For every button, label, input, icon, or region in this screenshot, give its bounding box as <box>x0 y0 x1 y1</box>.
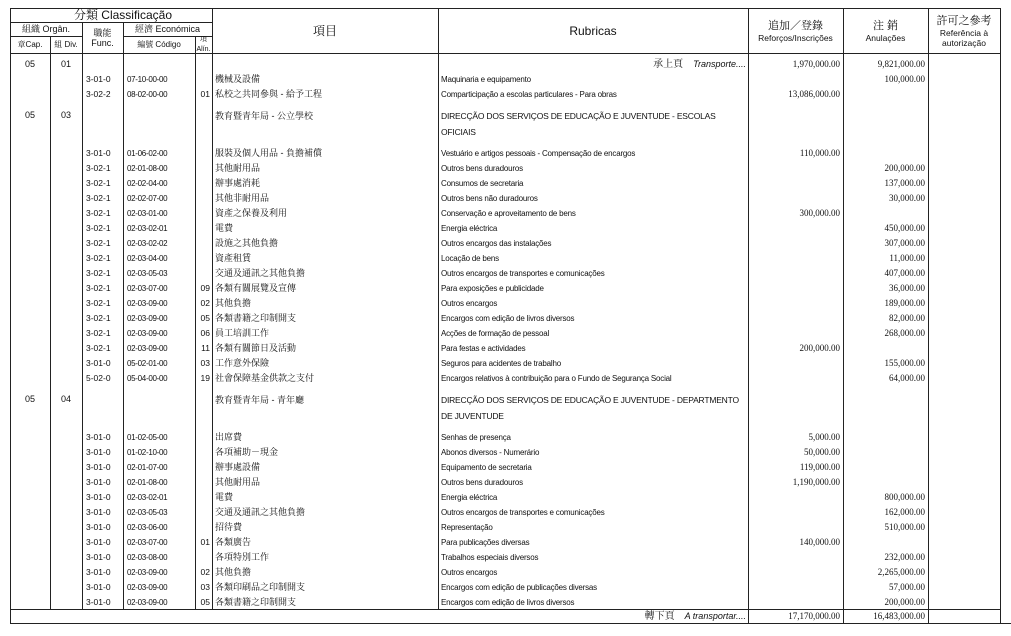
carry-in-label-pt: Transporte.... <box>693 59 746 69</box>
codigo-cell: 02-03-09-00 <box>127 598 168 607</box>
item-zh-cell: 其他非耐用品 <box>215 193 270 203</box>
func-cell: 3-02-1 <box>86 178 111 188</box>
table-row <box>0 191 1011 206</box>
carry-out-row <box>0 609 1011 623</box>
table-row <box>0 371 1011 386</box>
item-zh-cell: 其他負擔 <box>215 298 252 308</box>
rubrica-cell: Senhas de presença <box>441 433 511 442</box>
item-zh-cell: 教育暨青年局 - 青年廳 <box>215 395 304 405</box>
rubrica-cell: Outros encargos <box>441 299 498 308</box>
anulacoes-cell: 36,000.00 <box>889 283 925 293</box>
func-cell: 3-01-0 <box>86 567 111 577</box>
reforcos-cell: 300,000.00 <box>799 208 840 218</box>
item-zh-cell: 其他耐用品 <box>215 477 261 487</box>
codigo-cell: 01-02-05-00 <box>127 433 168 442</box>
item-zh-cell: 私校之共同參與 - 給予工程 <box>215 89 322 99</box>
rubrica-cell: Encargos com edição de publicações diversas <box>441 583 597 592</box>
table-row <box>0 266 1011 281</box>
table-row <box>0 430 1011 445</box>
item-zh-cell: 招待費 <box>215 522 243 532</box>
item-zh-cell: 社會保障基金供款之支付 <box>215 373 315 383</box>
item-zh-cell: 工作意外保險 <box>215 358 270 368</box>
codigo-cell: 01-02-10-00 <box>127 448 168 457</box>
header-referencia-zh: 許可之參考 <box>936 14 992 27</box>
anulacoes-cell: 2,265,000.00 <box>877 567 925 577</box>
reforcos-cell: 140,000.00 <box>799 537 840 547</box>
anulacoes-cell: 100,000.00 <box>884 74 925 84</box>
rubrica-cell: Outros encargos de transportes e comunicações <box>441 508 605 517</box>
table-row <box>0 251 1011 266</box>
anulacoes-cell: 137,000.00 <box>884 178 925 188</box>
header-economica: 經濟 Económica <box>134 24 201 34</box>
div-cell: 04 <box>60 394 71 404</box>
alin-cell: 01 <box>200 537 210 547</box>
table-row <box>0 460 1011 475</box>
codigo-cell: 01-06-02-00 <box>127 149 168 158</box>
table-row <box>0 72 1011 87</box>
func-cell: 3-02-1 <box>86 208 111 218</box>
item-zh-cell: 辦事處消耗 <box>215 178 261 188</box>
rubrica-cell: Abonos diversos - Numerário <box>441 448 540 457</box>
alin-cell: 09 <box>200 283 210 293</box>
table-row <box>0 87 1011 102</box>
codigo-cell: 02-03-09-00 <box>127 344 168 353</box>
rubrica-cell: Outros encargos de transportes e comunicações <box>441 269 605 278</box>
func-cell: 3-02-1 <box>86 193 111 203</box>
func-cell: 3-01-0 <box>86 358 111 368</box>
codigo-cell: 02-03-02-01 <box>127 493 168 502</box>
header-div: 組 Div. <box>54 39 78 49</box>
table-row <box>0 221 1011 236</box>
anulacoes-cell: 11,000.00 <box>889 253 925 263</box>
anulacoes-cell: 307,000.00 <box>884 238 925 248</box>
header-anulacoes-pt: Anulações <box>865 32 906 43</box>
table-row <box>0 236 1011 251</box>
anulacoes-cell: 407,000.00 <box>884 268 925 278</box>
codigo-cell: 05-02-01-00 <box>127 359 168 368</box>
func-cell: 3-01-0 <box>86 522 111 532</box>
func-cell: 3-01-0 <box>86 597 111 607</box>
anulacoes-cell: 268,000.00 <box>884 328 925 338</box>
alin-cell: 01 <box>200 89 210 99</box>
func-cell: 3-02-1 <box>86 223 111 233</box>
func-cell: 3-01-0 <box>86 507 111 517</box>
alin-cell: 06 <box>200 328 210 338</box>
header-anulacoes <box>843 8 928 53</box>
item-zh-cell: 各類廣告 <box>215 537 252 547</box>
rubrica-cell: Energia eléctrica <box>441 224 498 233</box>
rubrica-cell: Representação <box>441 523 493 532</box>
rubrica-cell: Consumos de secretaria <box>441 179 524 188</box>
table-row <box>0 206 1011 221</box>
anulacoes-cell: 510,000.00 <box>884 522 925 532</box>
table-rows <box>0 57 1011 610</box>
func-cell: 3-02-1 <box>86 328 111 338</box>
reforcos-cell: 13,086,000.00 <box>788 89 840 99</box>
section-row <box>0 392 1011 430</box>
item-zh-cell: 交通及通訊之其他負擔 <box>215 268 306 278</box>
anulacoes-cell: 450,000.00 <box>884 223 925 233</box>
codigo-cell: 08-02-00-00 <box>127 90 168 99</box>
codigo-cell: 02-03-05-03 <box>127 508 168 517</box>
codigo-cell: 02-01-08-00 <box>127 164 168 173</box>
carry-out-label-pt: A transportar.... <box>684 611 746 621</box>
func-cell: 5-02-0 <box>86 373 111 383</box>
item-zh-cell: 交通及通訊之其他負擔 <box>215 507 306 517</box>
header-anulacoes-zh: 注 銷 <box>872 19 899 32</box>
rubrica-cell: Encargos relativos à contribuição para o Fundo de Segurança Social <box>441 374 672 383</box>
func-cell: 3-02-2 <box>86 89 111 99</box>
rubrica-cell: Equipamento de secretaria <box>441 463 532 472</box>
func-cell: 3-02-1 <box>86 313 111 323</box>
func-cell: 3-02-1 <box>86 298 111 308</box>
header-referencia-pt: Referência à autorização <box>939 27 989 48</box>
table-row <box>0 550 1011 565</box>
codigo-cell: 02-03-07-00 <box>127 284 168 293</box>
anulacoes-cell: 57,000.00 <box>889 582 925 592</box>
anulacoes-cell: 82,000.00 <box>889 313 925 323</box>
rubrica-cell: Comparticipação a escolas particulares - Para obras <box>441 90 617 99</box>
func-cell: 3-01-0 <box>86 432 111 442</box>
anulacoes-cell: 200,000.00 <box>884 163 925 173</box>
codigo-cell: 02-03-09-00 <box>127 583 168 592</box>
item-zh-cell: 各類有關節日及活動 <box>215 343 297 353</box>
item-zh-cell: 機械及設備 <box>215 74 261 84</box>
table-row <box>0 475 1011 490</box>
carry-in-label-zh: 承上頁 <box>653 59 684 70</box>
header-cap: 章Cap. <box>17 39 43 49</box>
anulacoes-cell: 64,000.00 <box>889 373 925 383</box>
func-cell: 3-02-1 <box>86 238 111 248</box>
header-reforcos <box>748 8 843 53</box>
rubrica-cell: Acções de formação de pessoal <box>441 329 550 338</box>
carry-in-row <box>0 57 1011 72</box>
item-zh-cell: 各類書籍之印制開支 <box>215 597 297 607</box>
alin-cell: 03 <box>200 358 210 368</box>
table-row <box>0 341 1011 356</box>
codigo-cell: 02-03-05-03 <box>127 269 168 278</box>
rubrica-cell: Outros bens não duradouros <box>441 194 538 203</box>
item-zh-cell: 電費 <box>215 492 234 502</box>
codigo-cell: 02-03-06-00 <box>127 523 168 532</box>
item-zh-cell: 其他負擔 <box>215 567 252 577</box>
func-cell: 3-02-1 <box>86 343 111 353</box>
rubrica-cell: Maquinaria e equipamento <box>441 75 531 84</box>
alin-cell: 02 <box>200 298 210 308</box>
item-zh-cell: 教育暨青年局 - 公立學校 <box>215 111 313 121</box>
codigo-cell: 02-03-09-00 <box>127 568 168 577</box>
anulacoes-cell: 155,000.00 <box>884 358 925 368</box>
rubrica-cell: Outros bens duradouros <box>441 478 523 487</box>
table-row <box>0 445 1011 460</box>
func-cell: 3-01-0 <box>86 462 111 472</box>
rubrica-cell: Para festas e actividades <box>441 344 526 353</box>
func-cell: 3-01-0 <box>86 447 111 457</box>
item-zh-cell: 各類有關展覽及宣傳 <box>215 283 297 293</box>
table-row <box>0 311 1011 326</box>
table-row <box>0 580 1011 595</box>
func-cell: 3-01-0 <box>86 492 111 502</box>
table-body <box>0 53 1011 609</box>
item-zh-cell: 各項特別工作 <box>215 552 270 562</box>
table-row <box>0 565 1011 580</box>
anulacoes-cell: 30,000.00 <box>889 193 925 203</box>
rubrica-cell: Seguros para acidentes de trabalho <box>441 359 561 368</box>
header-classificacao: 分類 Classificação <box>73 8 172 22</box>
header-reforcos-zh: 追加／登錄 <box>768 19 823 32</box>
table-row <box>0 326 1011 341</box>
reforcos-total: 17,170,000.00 <box>788 611 840 621</box>
alin-cell: 03 <box>200 582 210 592</box>
table-row <box>0 161 1011 176</box>
codigo-cell: 02-01-08-00 <box>127 478 168 487</box>
item-zh-cell: 各類印刷品之印制開支 <box>215 582 306 592</box>
table-row <box>0 296 1011 311</box>
header-item-zh: 項目 <box>312 23 337 38</box>
reforcos-cell: 200,000.00 <box>799 343 840 353</box>
rubrica-cell: Energia eléctrica <box>441 493 498 502</box>
rubrica-cell: Outros encargos <box>441 568 498 577</box>
rubrica-cell: Para exposições e publicidade <box>441 284 544 293</box>
rubrica-cell: DIRECÇÃO DOS SERVIÇOS DE EDUCAÇÃO E JUVENTUDE - DEPARTMENTO DE JUVENTUDE <box>441 395 739 421</box>
item-zh-cell: 辦事處設備 <box>215 462 261 472</box>
rubrica-cell: Trabalhos especiais diversos <box>441 553 539 562</box>
codigo-cell: 02-01-07-00 <box>127 463 168 472</box>
table-row <box>0 520 1011 535</box>
alin-cell: 11 <box>201 343 210 353</box>
reforcos-cell: 1,970,000.00 <box>792 59 840 69</box>
codigo-cell: 02-03-04-00 <box>127 254 168 263</box>
anulacoes-cell: 9,821,000.00 <box>877 59 925 69</box>
anulacoes-total: 16,483,000.00 <box>873 611 925 621</box>
item-zh-cell: 服裝及個人用品 - 負擔補償 <box>215 148 322 158</box>
anulacoes-cell: 800,000.00 <box>884 492 925 502</box>
anulacoes-cell: 189,000.00 <box>884 298 925 308</box>
codigo-cell: 02-03-09-00 <box>127 299 168 308</box>
codigo-cell: 02-03-01-00 <box>127 209 168 218</box>
codigo-cell: 05-04-00-00 <box>127 374 168 383</box>
func-cell: 3-02-1 <box>86 253 111 263</box>
header-codigo: 編號 Código <box>137 39 181 49</box>
codigo-cell: 07-10-00-00 <box>127 75 168 84</box>
carry-out-label <box>438 609 746 624</box>
table-row <box>0 281 1011 296</box>
func-cell: 3-01-0 <box>86 148 111 158</box>
item-zh-cell: 資產之保養及利用 <box>215 208 288 218</box>
item-zh-cell: 出席費 <box>215 432 243 442</box>
codigo-cell: 02-02-07-00 <box>127 194 168 203</box>
func-cell: 3-02-1 <box>86 163 111 173</box>
table-row <box>0 146 1011 161</box>
anulacoes-cell: 200,000.00 <box>884 597 925 607</box>
header-alin: 項Alín. <box>196 36 211 53</box>
cap-cell: 05 <box>24 110 35 120</box>
cap-cell: 05 <box>24 59 35 69</box>
item-zh-cell: 其他耐用品 <box>215 163 261 173</box>
div-cell: 01 <box>60 59 71 69</box>
item-zh-cell: 電費 <box>215 223 234 233</box>
header-reforcos-pt: Reforços/Inscrições <box>758 32 833 43</box>
div-cell: 03 <box>60 110 71 120</box>
func-cell: 3-02-1 <box>86 268 111 278</box>
header-referencia <box>928 8 1000 53</box>
func-cell: 3-01-0 <box>86 74 111 84</box>
anulacoes-cell: 162,000.00 <box>884 507 925 517</box>
reforcos-cell: 110,000.00 <box>799 148 840 158</box>
codigo-cell: 02-03-08-00 <box>127 553 168 562</box>
func-cell: 3-01-0 <box>86 582 111 592</box>
codigo-cell: 02-03-07-00 <box>127 538 168 547</box>
func-cell: 3-01-0 <box>86 537 111 547</box>
rubrica-cell: Para publicações diversas <box>441 538 530 547</box>
item-zh-cell: 各項補助－現金 <box>215 447 279 457</box>
alin-cell: 19 <box>200 373 210 383</box>
func-cell: 3-02-1 <box>86 283 111 293</box>
table-row <box>0 176 1011 191</box>
rubrica-cell: Encargos com edição de livros diversos <box>441 314 575 323</box>
header-func: 職能 Func. <box>91 27 114 48</box>
table-row <box>0 490 1011 505</box>
codigo-cell: 02-03-09-00 <box>127 314 168 323</box>
cap-cell: 05 <box>24 394 35 404</box>
anulacoes-cell: 232,000.00 <box>884 552 925 562</box>
table-row <box>0 595 1011 610</box>
item-zh-cell: 各類書籍之印制開支 <box>215 313 297 323</box>
section-row <box>0 108 1011 146</box>
rubrica-cell: Outros bens duradouros <box>441 164 523 173</box>
rubrica-cell: Vestuário e artigos pessoais - Compensação de encargos <box>441 149 636 158</box>
reforcos-cell: 1,190,000.00 <box>792 477 840 487</box>
reforcos-cell: 5,000.00 <box>808 432 840 442</box>
alin-cell: 05 <box>200 597 210 607</box>
rubrica-cell: Conservação e aproveitamento de bens <box>441 209 576 218</box>
reforcos-cell: 50,000.00 <box>804 447 840 457</box>
carry-out-label-zh: 轉下頁 <box>644 611 675 622</box>
codigo-cell: 02-02-04-00 <box>127 179 168 188</box>
func-cell: 3-01-0 <box>86 552 111 562</box>
item-zh-cell: 設施之其他負擔 <box>215 238 279 248</box>
codigo-cell: 02-03-02-01 <box>127 224 168 233</box>
codigo-cell: 02-03-09-00 <box>127 329 168 338</box>
item-zh-cell: 資產租賃 <box>215 253 252 263</box>
rubrica-cell: Outros encargos das instalações <box>441 239 552 248</box>
header-organ: 組織 Orgân. <box>21 24 70 34</box>
rubrica-cell: DIRECÇÃO DOS SERVIÇOS DE EDUCAÇÃO E JUVENTUDE - ESCOLAS OFICIAIS <box>441 111 716 137</box>
codigo-cell: 02-03-02-02 <box>127 239 168 248</box>
table-row <box>0 505 1011 520</box>
table-row <box>0 535 1011 550</box>
alin-cell: 05 <box>200 313 210 323</box>
func-cell: 3-01-0 <box>86 477 111 487</box>
table-row <box>0 356 1011 371</box>
rubrica-cell: Locação de bens <box>441 254 499 263</box>
rubrica-cell: Encargos com edição de livros diversos <box>441 598 575 607</box>
carry-in-label <box>438 57 746 72</box>
item-zh-cell: 員工培訓工作 <box>215 328 270 338</box>
reforcos-cell: 119,000.00 <box>799 462 840 472</box>
alin-cell: 02 <box>200 567 210 577</box>
header-rubricas: Rubricas <box>569 23 617 38</box>
